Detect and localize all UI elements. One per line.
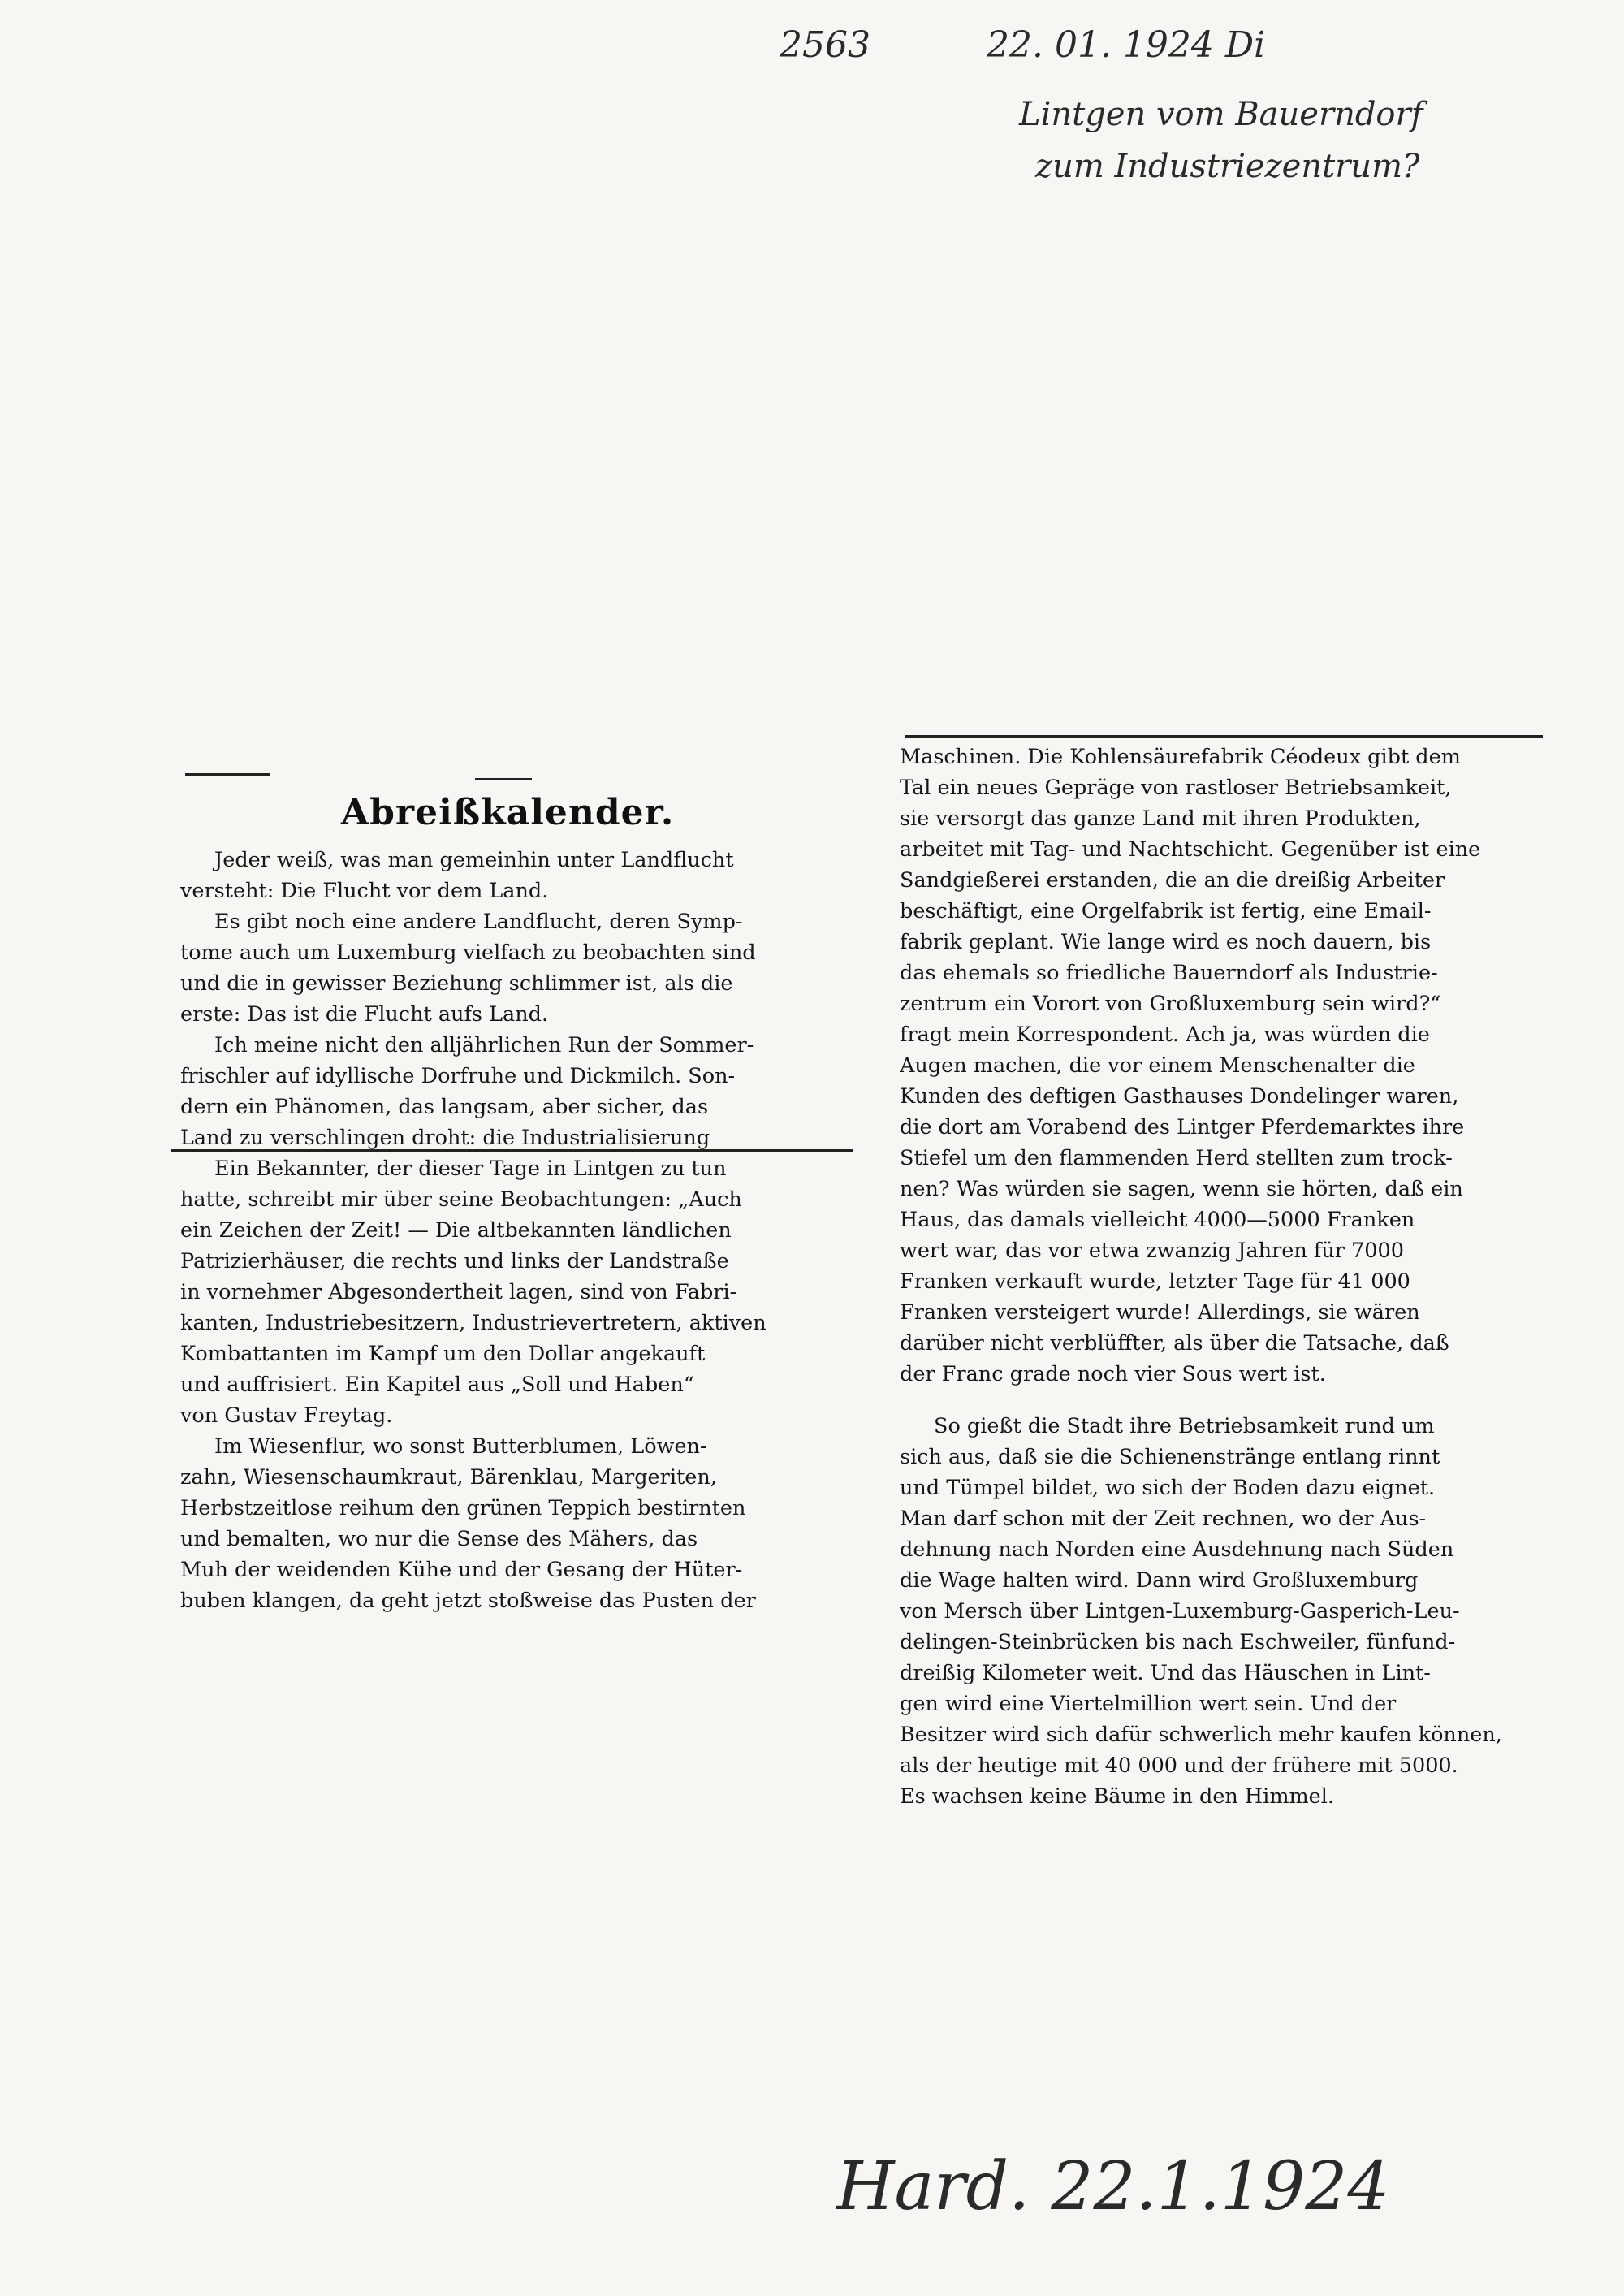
text-line: und die in gewisser Beziehung schlimmer ist, als die [180,971,733,996]
article-title: Abreißkalender. [341,792,675,833]
text-line: zentrum ein Vorort von Großluxemburg sein wird?“ [900,992,1441,1016]
text-line: dern ein Phänomen, das langsam, aber sicher, das [180,1095,709,1119]
text-line: sich aus, daß sie die Schienenstränge entlang rinnt [900,1445,1440,1469]
text-line: Augen machen, die vor einem Menschenalter die [900,1053,1415,1078]
text-line: frischler auf idyllische Dorfruhe und Dickmilch. Son- [180,1064,736,1088]
handwritten-source-date: Hard. 22.1.1924 [836,2148,1390,2225]
text-line: und bemalten, wo nur die Sense des Mähers, das [180,1527,698,1551]
text-line: von Gustav Freytag. [180,1403,393,1428]
text-line: dreißig Kilometer weit. Und das Häuschen in Lint- [900,1661,1431,1685]
text-line: Maschinen. Die Kohlensäurefabrik Céodeux gibt dem [900,745,1461,769]
text-line: zahn, Wiesenschaumkraut, Bärenklau, Margeriten, [180,1465,717,1490]
article-column-left [180,845,834,1616]
text-line: darüber nicht verblüffter, als über die Tatsache, daß [900,1331,1449,1356]
text-line: tome auch um Luxemburg vielfach zu beobachten sind [180,940,756,965]
title-rule-right [475,778,532,780]
text-line: Muh der weidenden Kühe und der Gesang der Hüter- [180,1558,743,1582]
text-line: und auffrisiert. Ein Kapitel aus „Soll und Haben“ [180,1373,694,1397]
text-line: die dort am Vorabend des Lintger Pferdemarktes ihre [900,1115,1465,1139]
title-rule-left [185,773,270,776]
text-line: der Franc grade noch vier Sous wert ist. [900,1362,1326,1386]
text-line: nen? Was würden sie sagen, wenn sie hörten, daß ein [900,1177,1463,1201]
text-line: das ehemals so friedliche Bauerndorf als Industrie- [900,961,1438,985]
text-line: Jeder weiß, was man gemeinhin unter Landflucht [214,848,734,872]
text-line: fabrik geplant. Wie lange wird es noch dauern, bis [900,930,1432,954]
column-rule-right [905,735,1543,738]
text-line: von Mersch über Lintgen-Luxemburg-Gasperich-Leu- [900,1599,1460,1624]
text-line: buben klangen, da geht jetzt stoßweise das Pusten der [180,1589,756,1613]
text-line: beschäftigt, eine Orgelfabrik ist fertig, eine Email- [900,899,1432,923]
text-line: wert war, das vor etwa zwanzig Jahren für 7000 [900,1239,1404,1263]
text-line: hatte, schreibt mir über seine Beobachtungen: „Auch [180,1187,742,1212]
text-line: Ich meine nicht den alljährlichen Run der Sommer- [214,1033,754,1057]
text-line: arbeitet mit Tag- und Nachtschicht. Gegenüber ist eine [900,837,1481,862]
handwritten-date: 22. 01. 1924 Di [987,24,1266,66]
text-line: Man darf schon mit der Zeit rechnen, wo der Aus- [900,1507,1427,1531]
text-line: Franken versteigert wurde! Allerdings, sie wären [900,1300,1420,1325]
text-line: delingen-Steinbrücken bis nach Eschweiler, fünfund- [900,1630,1456,1654]
text-line: erste: Das ist die Flucht aufs Land. [180,1002,549,1027]
article-column-right [900,742,1540,1812]
handwritten-note-line1: Lintgen vom Bauerndorf [1019,96,1423,133]
text-line: sie versorgt das ganze Land mit ihren Produkten, [900,806,1421,831]
text-line: ein Zeichen der Zeit! — Die altbekannten ländlichen [180,1218,732,1243]
text-line: und Tümpel bildet, wo sich der Boden dazu eignet. [900,1476,1436,1500]
archive-number: 2563 [780,24,870,66]
text-line: Herbstzeitlose reihum den grünen Teppich bestirnten [180,1496,746,1520]
text-line: als der heutige mit 40 000 und der frühere mit 5000. [900,1753,1458,1778]
text-line: gen wird eine Viertelmillion wert sein. Und der [900,1692,1397,1716]
text-line: Besitzer wird sich dafür schwerlich mehr kaufen können, [900,1723,1502,1747]
text-line: Tal ein neues Gepräge von rastloser Betriebsamkeit, [900,776,1452,800]
text-line: Stiefel um den flammenden Herd stellten zum trock- [900,1146,1453,1170]
text-line: Es gibt noch eine andere Landflucht, deren Symp- [214,910,743,934]
text-line: Patrizierhäuser, die rechts und links der Landstraße [180,1249,729,1273]
text-line: Sandgießerei erstanden, die an die dreißig Arbeiter [900,868,1445,893]
text-line: Kunden des deftigen Gasthauses Dondelinger waren, [900,1084,1459,1109]
text-line: Franken verkauft wurde, letzter Tage für 41 000 [900,1269,1410,1294]
text-line: Im Wiesenflur, wo sonst Butterblumen, Löwen- [214,1434,707,1459]
paragraph-gap [900,1390,1540,1411]
text-line: kanten, Industriebesitzern, Industrievertretern, aktiven [180,1311,767,1335]
text-line: dehnung nach Norden eine Ausdehnung nach Süden [900,1537,1454,1562]
text-line: in vornehmer Abgesondertheit lagen, sind von Fabri- [180,1280,737,1304]
text-line: Land zu verschlingen droht: die Industrialisierung [180,1126,710,1150]
text-line: fragt mein Korrespondent. Ach ja, was würden die [900,1023,1430,1047]
text-line: die Wage halten wird. Dann wird Großluxemburg [900,1568,1419,1593]
text-line: Kombattanten im Kampf um den Dollar angekauft [180,1342,706,1366]
text-line: versteht: Die Flucht vor dem Land. [180,879,549,903]
text-line: So gießt die Stadt ihre Betriebsamkeit rund um [934,1414,1435,1438]
text-line: Es wachsen keine Bäume in den Himmel. [900,1784,1335,1809]
handwritten-note-line2: zum Industriezentrum? [1035,148,1420,185]
text-line: Haus, das damals vielleicht 4000—5000 Franken [900,1208,1415,1232]
text-line: Ein Bekannter, der dieser Tage in Lintgen zu tun [214,1157,727,1181]
